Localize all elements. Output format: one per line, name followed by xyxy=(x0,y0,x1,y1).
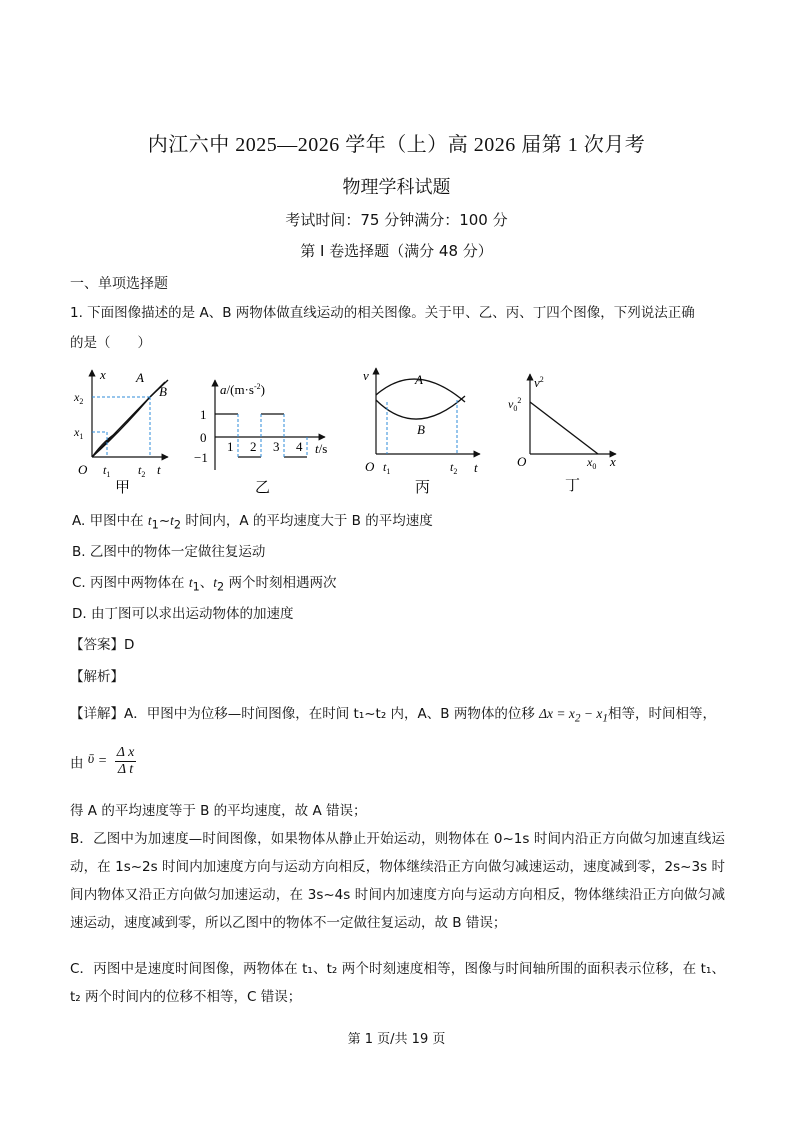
ding-caption: 丁 xyxy=(565,476,581,494)
bing-label-a: A xyxy=(415,372,423,387)
option-b: B. 乙图中的物体一定做往复运动 xyxy=(72,544,266,560)
bing-axis-x: t xyxy=(474,460,478,475)
jia-label-b: B xyxy=(159,384,167,399)
question-stem-line2: 的是（ ） xyxy=(70,335,151,351)
jia-axis-y: x xyxy=(100,367,106,382)
bing-axis-y: v xyxy=(363,368,369,383)
answer-label: 【答案】 xyxy=(70,637,124,653)
bing-label-t1: $t_1$ xyxy=(383,460,391,476)
volume-heading: 第 I 卷选择题（满分 48 分） xyxy=(300,242,493,260)
figures-row xyxy=(60,362,660,498)
question-stem-line1: 1. 下面图像描述的是 A、B 两物体做直线运动的相关图像。关于甲、乙、丙、丁四个图像，下列说法正确 xyxy=(70,305,695,321)
figure-yi xyxy=(194,380,327,496)
detail-a-line1: 【详解】A．甲图中为位移—时间图像，在时间 t₁~t₂ 内，A、B 两物体的位移 $\Delta x = x_2 - x_1$相等，时间相等， xyxy=(70,706,717,725)
jia-caption: 甲 xyxy=(115,478,131,496)
answer-value: D xyxy=(124,637,135,653)
jia-axis-x: t xyxy=(157,462,161,477)
detail-c: C．丙图中是速度时间图像，两物体在 t₁、t₂ 两个时刻速度相等，图像与时间轴所围的面积表示位移，在 t₁、t₂ 两个时间内的位移不相等，C 错误； xyxy=(70,961,725,1005)
figure-ding xyxy=(508,374,616,494)
exam-info: 考试时间：75 分钟满分：100 分 xyxy=(285,211,508,229)
section-title: 一、单项选择题 xyxy=(70,276,168,292)
detail-a-line3: 得 A 的平均速度等于 B 的平均速度，故 A 错误； xyxy=(70,803,367,819)
jia-label-x1: $x_1$ xyxy=(74,425,84,441)
exam-title: 内江六中 2025—2026 学年（上）高 2026 届第 1 次月考 xyxy=(147,134,646,156)
detail-b: B．乙图中为加速度—时间图像，如果物体从静止开始运动，则物体在 0~1s 时间内沿正方向做匀加速直线运动，在 1s~2s 时间内加速度方向与运动方向相反，物体继续沿正方向做匀减速运动，速度减到零，2s~3s 时间内物体又沿正方向做匀加速运动，在 3s~4s 时间内加速度方向与运动方向相反，物体继续沿正方向做匀减速运动，速度减到零，所以乙图中的物体不一定做往复运动，故 B 错误； xyxy=(70,831,725,931)
ding-axis-x: x xyxy=(610,454,616,469)
option-d: D. 由丁图可以求出运动物体的加速度 xyxy=(72,606,294,622)
ding-axis-y: $v^2$ xyxy=(534,375,544,390)
jia-label-a: A xyxy=(136,370,144,385)
jia-label-x2: $x_2$ xyxy=(74,390,84,406)
bing-label-b: B xyxy=(417,422,425,437)
ding-origin: O xyxy=(517,454,527,469)
yi-axis-y: $a/(m\cdot s^{-2})$ xyxy=(220,382,265,397)
yi-caption: 乙 xyxy=(255,478,271,496)
option-a: A. 甲图中在 $t_1\sim t_2$ 时间内，A 的平均速度大于 B 的平均速度 xyxy=(72,513,433,532)
yi-tick-x2: 2 xyxy=(250,439,257,454)
bing-origin: O xyxy=(365,459,375,474)
yi-axis-x: t/s xyxy=(315,441,328,456)
yi-tick-0: 0 xyxy=(200,430,207,445)
figure-bing xyxy=(363,368,480,496)
ding-label-x0: $x_0$ xyxy=(587,455,597,471)
jia-label-t2: $t_2$ xyxy=(138,463,146,479)
jia-origin: O xyxy=(78,462,88,477)
bing-label-t2: $t_2$ xyxy=(450,460,458,476)
jia-label-t1: $t_1$ xyxy=(103,463,111,479)
exam-subtitle: 物理学科试题 xyxy=(342,177,451,198)
formula-line: 由 ῡ = $\frac{\text{Δ x}}{\text{Δ t}}$ xyxy=(70,745,135,777)
figure-jia xyxy=(73,367,168,496)
yi-tick-1: 1 xyxy=(200,407,207,422)
yi-tick-x1: 1 xyxy=(227,439,234,454)
answer-line xyxy=(70,633,134,653)
yi-tick-x3: 3 xyxy=(273,439,280,454)
yi-tick-x4: 4 xyxy=(296,439,303,454)
yi-tick-neg1: −1 xyxy=(194,450,208,465)
option-c: C. 丙图中两物体在 $t_1$、$t_2$ 两个时刻相遇两次 xyxy=(72,575,337,594)
bing-caption: 丙 xyxy=(415,478,431,496)
analysis-label: 【解析】 xyxy=(70,669,124,685)
ding-label-v0sq: $v_0^2$ xyxy=(508,396,522,413)
page-footer: 第 1 页/共 19 页 xyxy=(347,1032,446,1047)
